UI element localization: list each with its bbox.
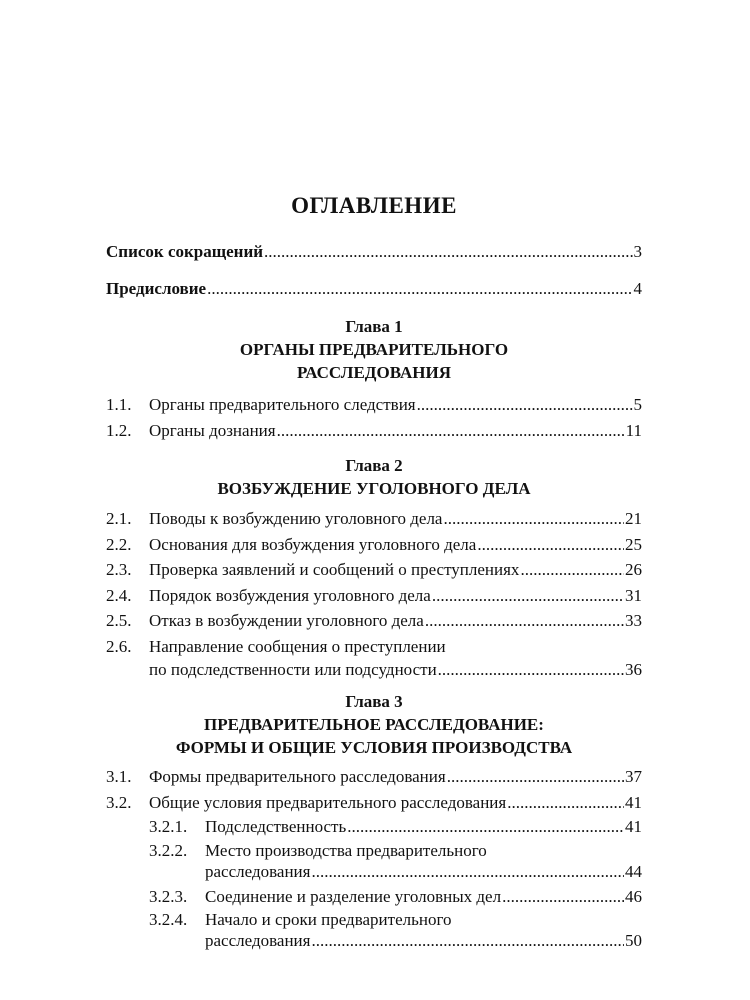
- toc-entry-number: 3.2.2.: [149, 841, 188, 860]
- toc-title: ОГЛАВЛЕНИЕ: [291, 193, 457, 218]
- toc-entry-page: 41: [625, 817, 642, 836]
- toc-leader-dots: [520, 557, 624, 583]
- chapter-title-line: ФОРМЫ И ОБЩИЕ УСЛОВИЯ ПРОИЗВОДСТВА: [175, 738, 573, 757]
- toc-entry-number: 3.1.: [106, 767, 132, 786]
- toc-entry-preface[interactable]: [106, 276, 642, 302]
- toc-entry-label: Отказ в возбуждении уголовного дела: [149, 611, 424, 630]
- toc-entry-number: 2.2.: [106, 535, 132, 554]
- chapter-3-heading: [106, 690, 642, 759]
- toc-leader-dots: [311, 859, 624, 885]
- toc-entry-page: 33: [625, 611, 642, 630]
- toc-entry-page: 46: [625, 887, 642, 906]
- toc-leader-dots: [311, 928, 624, 954]
- toc-entry-number: 1.1.: [106, 395, 132, 414]
- toc-entry-page: 3: [633, 242, 642, 261]
- toc-leader-dots: [277, 418, 625, 444]
- toc-leader-dots: [432, 583, 624, 609]
- toc-entry[interactable]: [106, 583, 642, 609]
- toc-entry-label: Проверка заявлений и сообщений о преступлениях: [149, 560, 520, 579]
- toc-subentry-continuation[interactable]: [149, 859, 642, 885]
- toc-entry-label: Соединение и разделение уголовных дел: [205, 887, 502, 906]
- toc-leader-dots: [347, 814, 624, 840]
- chapter-number: Глава 2: [345, 456, 403, 475]
- toc-entry-number: 3.2.3.: [149, 887, 188, 906]
- toc-entry-number: 2.3.: [106, 560, 132, 579]
- toc-entry-number: 2.1.: [106, 509, 132, 528]
- toc-leader-dots: [425, 608, 624, 634]
- toc-entry-label: Список сокращений: [106, 242, 264, 261]
- chapter-title-line: ПРЕДВАРИТЕЛЬНОЕ РАССЛЕДОВАНИЕ:: [204, 715, 544, 734]
- toc-entry-label: Основания для возбуждения уголовного дела: [149, 535, 477, 554]
- toc-entry-number: 3.2.: [106, 793, 132, 812]
- toc-entry[interactable]: [106, 418, 642, 444]
- toc-entry-label: Начало и сроки предварительного: [205, 910, 452, 929]
- toc-entry-label: Место производства предварительного: [205, 841, 487, 860]
- toc-entry-page: 26: [625, 560, 642, 579]
- toc-entry-page: 41: [625, 793, 642, 812]
- toc-entry-page: 21: [625, 509, 642, 528]
- toc-entry-page: 11: [625, 421, 642, 440]
- toc-entry-number: 2.4.: [106, 586, 132, 605]
- toc-entry-label: Подследственность: [205, 817, 347, 836]
- toc-leader-dots: [477, 532, 624, 558]
- chapter-title-line: ОРГАНЫ ПРЕДВАРИТЕЛЬНОГО: [239, 340, 509, 359]
- toc-entry-page: 36: [625, 660, 642, 679]
- toc-entry[interactable]: [106, 790, 642, 816]
- toc-entry-label: Формы предварительного расследования: [149, 767, 446, 786]
- toc-entry-number: 2.5.: [106, 611, 132, 630]
- toc-entry-page: 25: [625, 535, 642, 554]
- toc-leader-dots: [447, 764, 624, 790]
- toc-entry-label: Направление сообщения о преступлении: [149, 637, 446, 656]
- toc-leader-dots: [207, 276, 632, 302]
- toc-entry-label: расследования: [205, 931, 311, 950]
- toc-entry-page: 5: [633, 395, 642, 414]
- toc-entry[interactable]: [106, 506, 642, 532]
- chapter-2-heading: [106, 454, 642, 500]
- toc-subentry-continuation[interactable]: [149, 928, 642, 954]
- chapter-title-line: ВОЗБУЖДЕНИЕ УГОЛОВНОГО ДЕЛА: [217, 479, 531, 498]
- toc-subentry[interactable]: [149, 814, 642, 840]
- toc-entry-label: Поводы к возбуждению уголовного дела: [149, 509, 443, 528]
- chapter-title-line: РАССЛЕДОВАНИЯ: [297, 363, 451, 382]
- chapter-number: Глава 3: [345, 692, 403, 711]
- toc-entry[interactable]: [106, 392, 642, 418]
- toc-entry[interactable]: [106, 557, 642, 583]
- toc-entry-page: 4: [633, 279, 642, 298]
- toc-entry-label: по подследственности или подсудности: [149, 660, 437, 679]
- toc-entry-label: расследования: [205, 862, 311, 881]
- toc-entry-page: 37: [625, 767, 642, 786]
- toc-entry[interactable]: [106, 608, 642, 634]
- toc-entry-page: 44: [625, 862, 642, 881]
- toc-leader-dots: [443, 506, 624, 532]
- toc-entry-label: Предисловие: [106, 279, 207, 298]
- toc-entry-abbreviations[interactable]: [106, 239, 642, 265]
- toc-entry-number: 1.2.: [106, 421, 132, 440]
- toc-entry-continuation[interactable]: [106, 657, 642, 683]
- chapter-1-heading: [106, 315, 642, 384]
- toc-entry[interactable]: [106, 532, 642, 558]
- chapter-number: Глава 1: [345, 317, 403, 336]
- toc-entry-page: 31: [625, 586, 642, 605]
- toc-entry-page: 50: [625, 931, 642, 950]
- toc-leader-dots: [264, 239, 632, 265]
- toc-entry[interactable]: [106, 764, 642, 790]
- toc-leader-dots: [438, 657, 624, 683]
- toc-leader-dots: [507, 790, 624, 816]
- toc-entry-number: 3.2.1.: [149, 817, 188, 836]
- toc-leader-dots: [417, 392, 633, 418]
- toc-entry-number: 3.2.4.: [149, 910, 188, 929]
- toc-entry-label: Порядок возбуждения уголовного дела: [149, 586, 431, 605]
- toc-entry-label: Органы предварительного следствия: [149, 395, 416, 414]
- toc-entry-label: Органы дознания: [149, 421, 276, 440]
- toc-entry-number: 2.6.: [106, 637, 132, 656]
- toc-entry-label: Общие условия предварительного расследования: [149, 793, 507, 812]
